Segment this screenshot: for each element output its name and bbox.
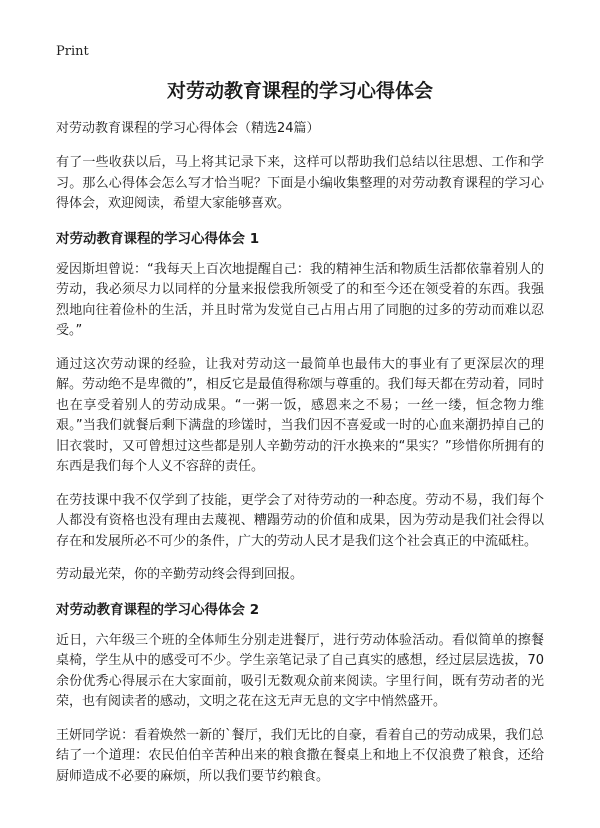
section-1-paragraph-1: 爱因斯坦曾说：“我每天上百次地提醒自己：我的精神生活和物质生活都依靠着别人的劳动，我必须尽力以同样的分量来报偿我所领受了的和至今还在领受着的东西。我强烈地向往着俭朴的生活，并且时常为发觉自己占用占用了同胞的过多的劳动而难以忍受。” xyxy=(56,261,544,338)
section-1-paragraph-3: 在劳技课中我不仅学到了技能，更学会了对待劳动的一种态度。劳动不易，我们每个人都没有资格也没有理由去蔑视、糟蹋劳动的价值和成果，因为劳动是我们社会得以存在和发展所必不可少的条件，广大的劳动人民才是我们这个社会真正的中流砥柱。 xyxy=(56,492,544,549)
section-heading-1: 对劳动教育课程的学习心得体会 1 xyxy=(56,230,260,247)
section-1-paragraph-2: 通过这次劳动课的经验，让我对劳动这一最简单也最伟大的事业有了更深层次的理解。劳动绝不是卑微的”，相反它是最值得称颂与尊重的。我们每天都在劳动着，同时也在享受着别人的劳动成果。“一粥一饭，感恩来之不易；一丝一缕，恒念物力维艰。”当我们就餐后剩下满盘的珍馐时，当我们因不喜爱或一时的心血来潮扔掉自己的旧衣裳时，又可曾想过这些都是别人辛勤劳动的汗水换来的“果实？”珍惜你所拥有的东西是我们每个人义不容辞的责任。 xyxy=(56,356,544,474)
section-heading-2: 对劳动教育课程的学习心得体会 2 xyxy=(56,601,260,618)
section-2-paragraph-2: 王妍同学说：看着焕然一新的`餐厅，我们无比的自豪，看着自己的劳动成果，我们总结了一个道理：农民伯伯辛苦种出来的粮食撒在餐桌上和地上不仅浪费了粮食，还给厨师造成不必要的麻烦，所以我们要节约粮食。 xyxy=(56,727,544,784)
document-subtitle: 对劳动教育课程的学习心得体会（精选24篇） xyxy=(56,121,320,136)
section-2-paragraph-1: 近日，六年级三个班的全体师生分别走进餐厅，进行劳动体验活动。看似简单的擦餐桌椅，学生从中的感受可不少。学生亲笔记录了自己真实的感想，经过层层选拔，70余份优秀心得展示在大家面前，吸引无数观众前来阅读。字里行间，既有劳动者的光荣，也有阅读者的感动，文明之花在这无声无息的文字中悄然盛开。 xyxy=(56,632,544,709)
print-link[interactable]: Print xyxy=(56,44,89,59)
page-title: 对劳动教育课程的学习心得体会 xyxy=(166,80,433,102)
section-1-paragraph-4: 劳动最光荣，你的辛勤劳动终会得到回报。 xyxy=(56,567,304,582)
intro-paragraph: 有了一些收获以后，马上将其记录下来，这样可以帮助我们总结以往思想、工作和学习。那么心得体会怎么写才恰当呢？下面是小编收集整理的对劳动教育课程的学习心得体会，欢迎阅读，希望大家能够喜欢。 xyxy=(56,155,544,211)
